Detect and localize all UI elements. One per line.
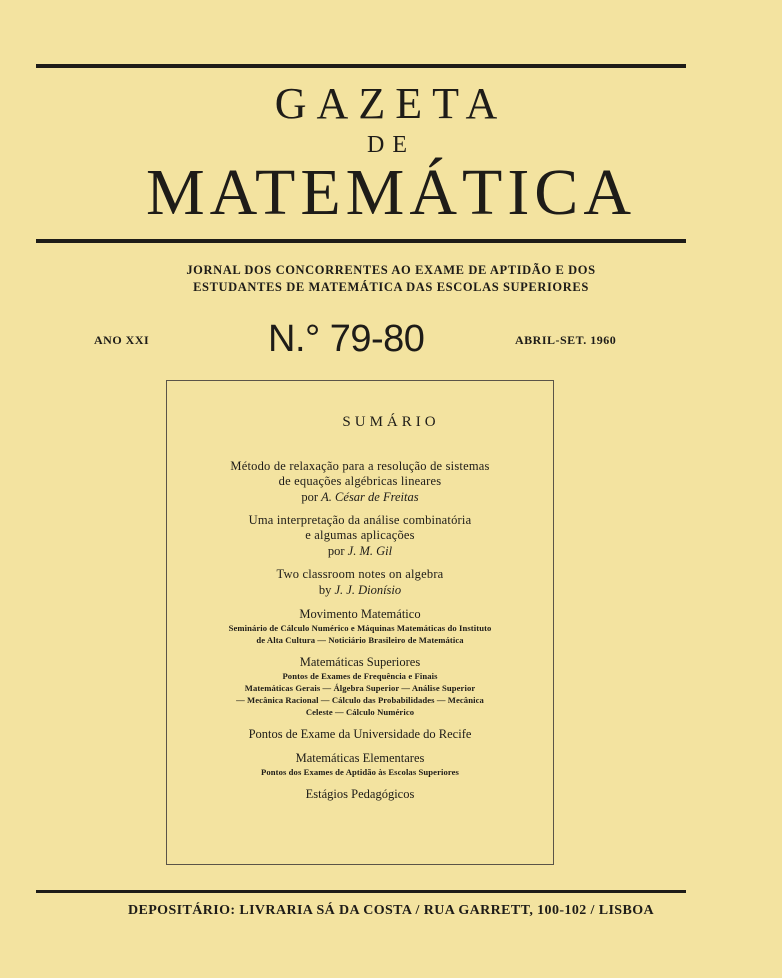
issue-date: ABRIL-SET. 1960 xyxy=(515,333,617,347)
entry-title-line: de equações algébricas lineares xyxy=(278,474,442,488)
by-label: por xyxy=(301,490,319,504)
section-heading: Matemáticas Elementares xyxy=(295,751,425,765)
section-heading: Movimento Matemático xyxy=(299,607,421,621)
title-gazeta: GAZETA xyxy=(274,79,508,128)
section-detail: Pontos de Exames de Frequência e Finais xyxy=(282,671,438,681)
journal-subtitle xyxy=(0,262,782,296)
issue-number: N.° 79-80 xyxy=(268,318,425,360)
section-heading: Estágios Pedagógicos xyxy=(305,787,415,801)
top-rule xyxy=(36,64,686,68)
summary-entry xyxy=(166,726,554,742)
by-label: by xyxy=(318,583,332,597)
subtitle-line-2: ESTUDANTES DE MATEMÁTICA DAS ESCOLAS SUPERIORES xyxy=(193,280,589,294)
summary-heading: SUMÁRIO xyxy=(342,414,440,430)
author-name: J. M. Gil xyxy=(347,544,393,558)
entry-author-line xyxy=(166,543,554,559)
section-detail: Pontos dos Exames de Aptidão às Escolas Superiores xyxy=(261,767,459,777)
summary-entry xyxy=(166,786,554,802)
summary-entry xyxy=(166,513,554,559)
entry-title-line: e algumas aplicações xyxy=(305,528,415,542)
author-name: J. J. Dionísio xyxy=(334,583,402,597)
section-heading: Matemáticas Superiores xyxy=(299,655,421,669)
section-detail: Celeste — Cálculo Numérico xyxy=(305,707,415,717)
summary-contents xyxy=(166,459,554,810)
subtitle-line-1: JORNAL DOS CONCORRENTES AO EXAME DE APTIDÃO E DOS xyxy=(186,263,596,277)
section-detail: Seminário de Cálculo Numérico e Máquinas Matemáticas do Instituto xyxy=(228,623,492,633)
summary-entry xyxy=(166,750,554,778)
entry-author-line xyxy=(166,582,554,598)
summary-entry xyxy=(166,459,554,505)
summary-entry xyxy=(166,606,554,646)
summary-entry xyxy=(166,567,554,598)
title-de: DE xyxy=(367,132,415,158)
title-rule xyxy=(36,239,686,243)
section-detail: — Mecânica Racional — Cálculo das Probabilidades — Mecânica xyxy=(236,695,484,705)
entry-title-line: Método de relaxação para a resolução de sistemas xyxy=(230,459,490,473)
footer-rule xyxy=(36,890,686,893)
title-matematica: MATEMÁTICA xyxy=(146,156,636,229)
entry-author-line xyxy=(166,489,554,505)
distributor-footer: DEPOSITÁRIO: LIVRARIA SÁ DA COSTA / RUA GARRETT, 100-102 / LISBOA xyxy=(127,903,655,918)
section-detail: Matemáticas Gerais — Álgebra Superior — Análise Superior xyxy=(244,683,476,693)
summary-entry xyxy=(166,654,554,718)
entry-title-line: Two classroom notes on algebra xyxy=(276,567,444,581)
author-name: A. César de Freitas xyxy=(321,490,419,504)
section-detail: de Alta Cultura — Noticiário Brasileiro de Matemática xyxy=(256,635,464,645)
entry-title-line: Uma interpretação da análise combinatória xyxy=(248,513,472,527)
by-label: por xyxy=(327,544,345,558)
section-heading: Pontos de Exame da Universidade do Recife xyxy=(248,727,472,741)
issue-year: ANO XXI xyxy=(94,333,150,347)
